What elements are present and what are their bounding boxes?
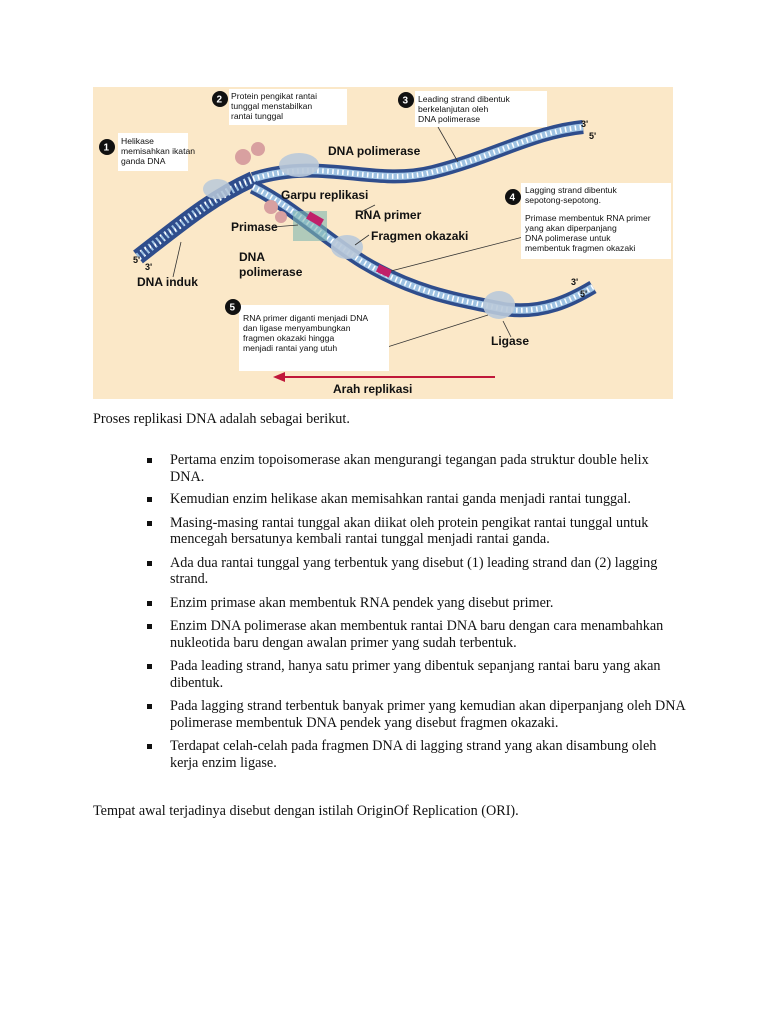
bullet-icon [147, 521, 152, 526]
svg-text:DNA polimerase: DNA polimerase [418, 114, 481, 124]
bullet-icon [147, 601, 152, 606]
end-3-top: 3' [581, 119, 589, 129]
end-5-left: 5' [133, 255, 141, 265]
label-fragmen-okazaki: Fragmen okazaki [371, 229, 469, 243]
diagram-svg [93, 87, 673, 399]
svg-text:ganda DNA: ganda DNA [121, 156, 166, 166]
svg-text:Protein pengikat rantai: Protein pengikat rantai [231, 91, 317, 101]
label-dna-polimerase-bottom-2: polimerase [239, 265, 303, 279]
list-item: Ada dua rantai tunggal yang terbentuk yang disebut (1) leading strand dan (2) lagging strand. [145, 555, 685, 588]
list-item: Pertama enzim topoisomerase akan mengurangi tegangan pada struktur double helix DNA. [145, 452, 685, 485]
list-item: Masing-masing rantai tunggal akan diikat oleh protein pengikat rantai tunggal untuk mencegah bersatunya kembali rantai tunggal menjadi rantai ganda. [145, 515, 685, 548]
svg-text:DNA polimerase untuk: DNA polimerase untuk [525, 233, 611, 243]
svg-text:sepotong-sepotong.: sepotong-sepotong. [525, 195, 601, 205]
helicase-shape [203, 179, 231, 199]
bullet-icon [147, 744, 152, 749]
label-ligase: Ligase [491, 334, 530, 348]
end-3-left: 3' [145, 262, 153, 272]
list-item: Enzim primase akan membentuk RNA pendek yang disebut primer. [145, 595, 685, 612]
ssb-protein [235, 149, 251, 165]
bullet-icon [147, 561, 152, 566]
callout-5 [225, 299, 389, 371]
callout-2-number: 2 [216, 94, 223, 106]
bullet-icon [147, 664, 152, 669]
steps-list [145, 452, 685, 771]
list-item: Terdapat celah-celah pada fragmen DNA di lagging strand yang akan disambung oleh kerja enzim ligase. [145, 738, 685, 771]
svg-text:yang akan diperpanjang: yang akan diperpanjang [525, 223, 617, 233]
list-item: Pada lagging strand terbentuk banyak primer yang kemudian akan diperpanjang oleh DNA polimerase membentuk DNA pendek yang disebut fragmen okazaki. [145, 698, 685, 731]
callout-5-number: 5 [229, 302, 236, 314]
svg-text:Primase membentuk RNA primer: Primase membentuk RNA primer [525, 213, 651, 223]
callout-3-number: 3 [402, 95, 409, 107]
svg-text:RNA primer diganti menjadi DNA: RNA primer diganti menjadi DNA [243, 313, 369, 323]
svg-text:Leading strand dibentuk: Leading strand dibentuk [418, 94, 510, 104]
dna-polimerase-top-shape [279, 153, 319, 177]
outro-text: Tempat awal terjadinya disebut dengan istilah OriginOf Replication (ORI). [93, 803, 519, 819]
list-item: Pada leading strand, hanya satu primer yang dibentuk sepanjang rantai baru yang akan dibentuk. [145, 658, 685, 691]
bullet-icon [147, 624, 152, 629]
intro-text: Proses replikasi DNA adalah sebagai berikut. [93, 411, 350, 427]
callout-3 [398, 91, 547, 127]
list-item: Enzim DNA polimerase akan membentuk rantai DNA baru dengan cara menambahkan nukleotida baru dengan awalan primer yang sudah terbentuk. [145, 618, 685, 651]
svg-text:memisahkan ikatan: memisahkan ikatan [121, 146, 196, 156]
label-primase: Primase [231, 220, 278, 234]
label-dna-polimerase-top: DNA polimerase [328, 144, 421, 158]
end-5-top: 5' [589, 131, 597, 141]
dna-polimerase-bottom-shape [331, 235, 363, 259]
bullet-icon [147, 497, 152, 502]
label-dna-polimerase-bottom-1: DNA [239, 250, 265, 264]
label-garpu-replikasi: Garpu replikasi [281, 188, 369, 202]
svg-text:berkelanjutan oleh: berkelanjutan oleh [418, 104, 489, 114]
svg-text:fragmen okazaki hingga: fragmen okazaki hingga [243, 333, 335, 343]
callout-4 [505, 183, 671, 259]
callout-4-number: 4 [509, 192, 516, 204]
callout-2 [212, 89, 347, 125]
bullet-icon [147, 458, 152, 463]
callout-1-number: 1 [103, 142, 110, 154]
end-5-right: 5' [580, 289, 588, 299]
label-rna-primer: RNA primer [355, 208, 422, 222]
end-3-right: 3' [571, 277, 579, 287]
svg-text:Helikase: Helikase [121, 136, 154, 146]
list-item: Kemudian enzim helikase akan memisahkan rantai ganda menjadi rantai tunggal. [145, 491, 685, 508]
svg-text:membentuk fragmen okazaki: membentuk fragmen okazaki [525, 243, 636, 253]
bullet-icon [147, 704, 152, 709]
svg-text:rantai tunggal: rantai tunggal [231, 111, 284, 121]
label-dna-induk: DNA induk [137, 275, 198, 289]
svg-text:tunggal menstabilkan: tunggal menstabilkan [231, 101, 313, 111]
label-arah-replikasi: Arah replikasi [333, 382, 413, 396]
svg-text:dan ligase menyambungkan: dan ligase menyambungkan [243, 323, 351, 333]
svg-text:Lagging strand dibentuk: Lagging strand dibentuk [525, 185, 617, 195]
dna-replication-diagram [93, 87, 673, 399]
svg-text:menjadi rantai yang utuh: menjadi rantai yang utuh [243, 343, 338, 353]
